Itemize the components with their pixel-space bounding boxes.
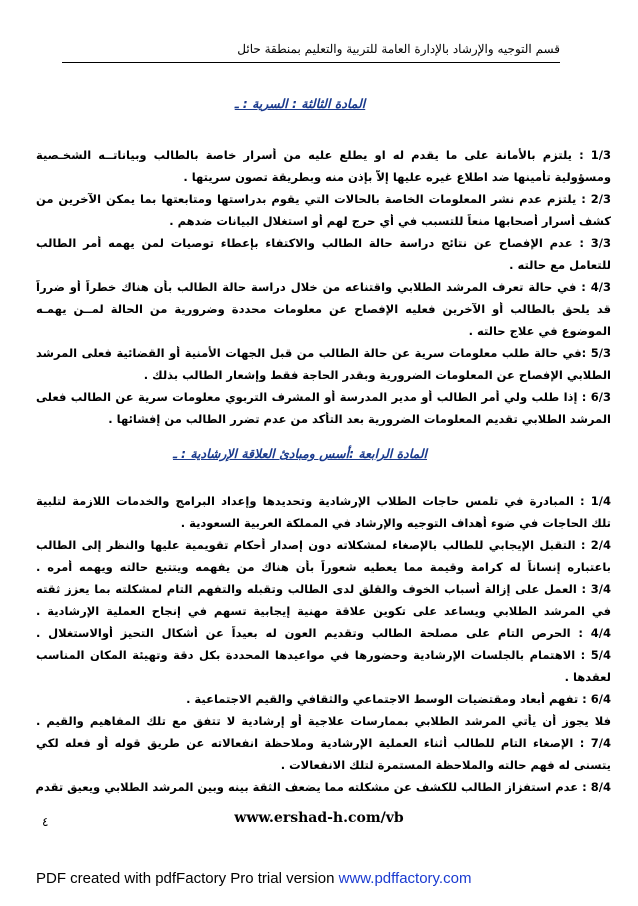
text-line: فلا يجوز أن يأتي المرشد الطلابي بممارسات علاجية أو إرشادية لا تتفق مع تلك المفاهيم والقيم . — [36, 714, 611, 728]
text-line: لعقدها . — [564, 670, 611, 684]
text-line: 1/3 : يلتزم بالأمانة على ما يقدم له او يطلع عليه من أسرار خاصة بالطالب وبياناتــه الشخـصية — [36, 148, 611, 162]
text-line: 4/4 : الحرص التام على مصلحة الطالب وتقديم العون له بعيداً عن أشكال التحيز أوالاستغلال . — [36, 626, 611, 640]
website-url[interactable]: www.ershad-h.com/vb — [234, 810, 404, 826]
text-line: في المرشد الطلابي ويساعد على تكوين علاقة مهنية إيجابية تسهم في إنجاح العملية الإرشادية . — [36, 604, 611, 618]
section-title-4: المادة الرابعة :أسس ومبادئ العلاقة الإرشادية : ـ — [172, 446, 428, 461]
text-line: تلك الحاجات في ضوء أهداف التوجيه والإرشاد في المملكة العربية السعودية . — [180, 516, 611, 530]
text-line: 6/4 : تفهم أبعاد ومقتضيات الوسط الاجتماعي والثقافي والقيم الاجتماعية . — [186, 692, 611, 706]
pdf-footer — [36, 870, 471, 887]
section-title-3: المادة الثالثة : السرية : ـ — [234, 96, 366, 111]
text-line: 7/4 : الإصغاء التام للطالب أثناء العملية الإرشادية وملاحظة انفعالاته عن طريق قوله أو فعله لكي — [36, 736, 611, 750]
header-rule — [62, 62, 560, 63]
text-line: باعتباره إنساناً له كرامة وقيمة مما يعطيه شعوراً بأن هناك من يفهمه ويتتبع حالته ويهمه أمره . — [36, 560, 611, 574]
text-line: الطلابي الإفصاح عن المعلومات الضرورية وبقدر الحاجة فقط وإشعار الطالب بذلك . — [143, 368, 611, 382]
text-line: المرشد الطلابي تقديم المعلومات الضرورية بعد التأكد من عدم تضرر الطالب من إفشائها . — [108, 412, 611, 426]
text-line: الموضوع في علاج حالته . — [468, 324, 611, 338]
text-line: ومسؤولية تأمينها ضد اطلاع غيره عليها إلاّ بإذن منه وبطريقة تصون سريتها . — [183, 170, 611, 184]
footer-link[interactable]: www.pdffactory.com — [338, 870, 472, 887]
text-line: 5/3 :في حالة طلب معلومات سرية عن حالة الطالب من قبل الجهات الأمنية أو القضائية فعلى المرشد — [36, 346, 611, 360]
text-line: 8/4 : عدم استفزاز الطالب للكشف عن مشكلته مما يضعف الثقة بينه وبين المرشد الطلابي ويعيق تقدم — [36, 780, 611, 794]
text-line: 6/3 : إذا طلب ولي أمر الطالب أو مدير المدرسة أو المشرف التربوي معلومات سرية عن الطالب فعلى — [36, 390, 611, 404]
text-line: 2/3 : يلتزم عدم نشر المعلومات الخاصة بالحالات التي يقوم بدراستها ومتابعتها بما يمكن الآخرين من — [36, 192, 611, 206]
page-number: ٤ — [42, 815, 49, 829]
footer-text: PDF created with pdfFactory Pro trial version — [36, 870, 339, 887]
page-header: قسم التوجيه والإرشاد بالإدارة العامة للتربية والتعليم بمنطقة حائل — [237, 42, 560, 56]
text-line: 4/3 : في حالة تعرف المرشد الطلابي واقتناعه من خلال دراسة حالة الطالب بأن هناك خطراً أو ضرراً — [36, 280, 611, 294]
text-line: كشف أسرار أصحابها منعاً للتسبب في أي حرج لهم أو استغلال البيانات ضدهم . — [169, 214, 611, 228]
text-line: 2/4 : التقبل الإيجابي للطالب بالإصغاء لمشكلاته دون إصدار أحكام تقويمية عليها والنظر إلى الطالب — [36, 538, 611, 552]
text-line: 3/3 : عدم الإفصاح عن نتائج دراسة حالة الطالب والاكتفاء بإعطاء توصيات لمن يهمه أمر الطالب — [36, 236, 611, 250]
text-line: قد يلحق بالطالب أو الآخرين فعليه الإفصاح عن معلومات محددة وضرورية من الحالة لمــن يهمـه — [36, 302, 611, 316]
text-line: 3/4 : العمل على إزالة أسباب الخوف والقلق لدى الطالب وتقبله والتفهم التام لمشكلته بما يعزز ثقته — [36, 582, 611, 596]
text-line: 1/4 : المبادرة في تلمس حاجات الطلاب الإرشادية وتحديدها وإعداد البرامج والخدمات اللازمة لتلبية — [36, 494, 611, 508]
text-line: 5/4 : الاهتمام بالجلسات الإرشادية وحضورها في مواعيدها المحددة بكل دقة وتهيئة المكان المناسب — [36, 648, 611, 662]
text-line: للتعامل مع حالته . — [509, 258, 611, 272]
text-line: يتسنى له فهم حالته والملاحظة المستمرة لتلك الانفعالات . — [280, 758, 611, 772]
